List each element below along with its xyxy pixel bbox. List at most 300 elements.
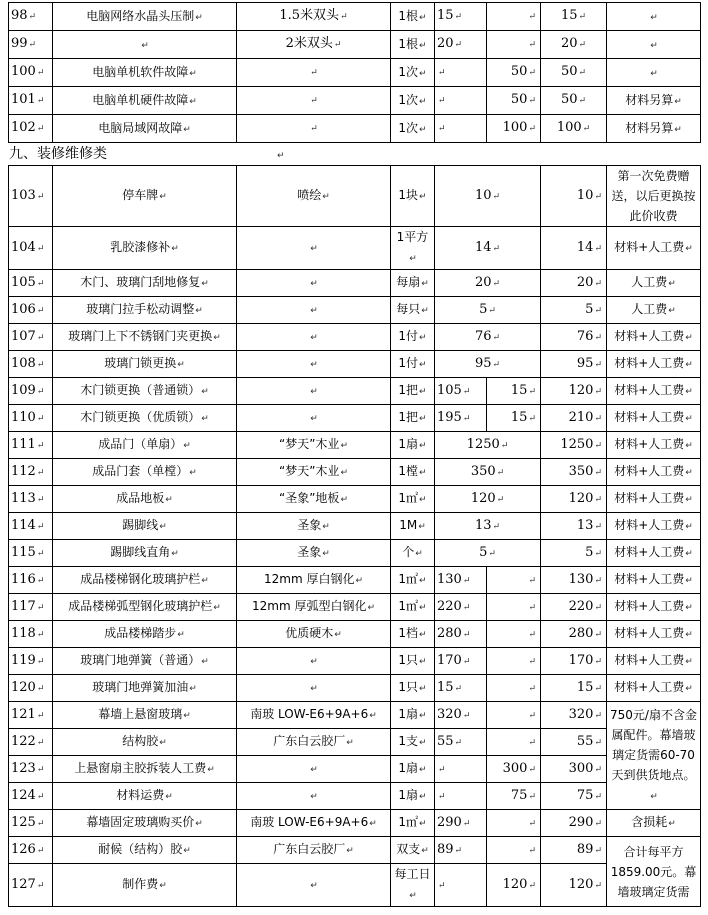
total-price-text: 300 [568, 760, 594, 776]
paragraph-mark-icon: ↵ [183, 711, 191, 721]
item-name [53, 378, 237, 405]
paragraph-mark-icon: ↵ [454, 683, 463, 694]
row-number [9, 432, 53, 459]
paragraph-mark-icon: ↵ [528, 575, 536, 586]
paragraph-mark-icon: ↵ [421, 846, 429, 856]
paragraph-mark-icon: ↵ [419, 819, 427, 829]
material-price [435, 115, 487, 143]
item-note-text: 材料+人工费 [614, 653, 685, 667]
total-price [541, 810, 607, 837]
paragraph-mark-icon: ↵ [419, 630, 427, 640]
item-spec [237, 756, 391, 783]
item-note [607, 540, 701, 567]
paragraph-mark-icon: ↵ [419, 738, 427, 748]
item-spec [237, 378, 391, 405]
paragraph-mark-icon: ↵ [340, 468, 348, 478]
labor-price [487, 87, 541, 115]
item-note [607, 567, 701, 594]
paragraph-mark-icon: ↵ [594, 791, 602, 802]
item-note [607, 227, 701, 270]
item-note [607, 486, 701, 513]
item-name-text: 玻璃门地弹簧加油 [92, 680, 189, 694]
item-note-text: 人工费 [631, 302, 668, 316]
paragraph-mark-icon: ↵ [462, 818, 471, 829]
item-name [53, 166, 237, 227]
row-number-text: 115 [11, 544, 36, 560]
item-unit [391, 405, 435, 432]
total-price [541, 837, 607, 864]
total-price [541, 756, 607, 783]
item-note-text: 材料+人工费 [614, 329, 685, 343]
paragraph-mark-icon: ↵ [36, 191, 45, 202]
material-price [435, 59, 487, 87]
labor-price [487, 115, 541, 143]
total-price-text: 55 [576, 733, 594, 749]
paragraph-mark-icon: ↵ [419, 414, 427, 424]
table-row [9, 432, 701, 459]
paragraph-mark-icon: ↵ [528, 791, 536, 802]
item-name [53, 459, 237, 486]
row-number-text: 103 [11, 187, 36, 203]
item-unit [391, 675, 435, 702]
item-note-text: 材料+人工费 [614, 626, 685, 640]
material-price [435, 864, 487, 907]
item-unit-text: 1㎡ [398, 815, 419, 829]
item-spec [237, 513, 391, 540]
paragraph-mark-icon: ↵ [418, 522, 426, 532]
item-unit-text: 1㎡ [398, 572, 419, 586]
row-number [9, 540, 53, 567]
paragraph-mark-icon: ↵ [334, 630, 342, 640]
item-spec [237, 594, 391, 621]
item-note [607, 324, 701, 351]
paragraph-mark-icon: ↵ [367, 603, 375, 613]
paragraph-mark-icon: ↵ [177, 360, 185, 370]
total-price [541, 432, 607, 459]
row-number-text: 127 [11, 876, 36, 892]
item-unit [391, 702, 435, 729]
unit-price [435, 166, 541, 227]
table-row [9, 567, 701, 594]
paragraph-mark-icon: ↵ [492, 243, 501, 254]
paragraph-mark-icon: ↵ [419, 765, 427, 775]
paragraph-mark-icon: ↵ [488, 305, 496, 316]
item-unit-text: 1次 [398, 120, 419, 135]
item-name [53, 115, 237, 143]
paragraph-mark-icon: ↵ [594, 521, 602, 532]
row-number-text: 107 [11, 328, 36, 344]
unit-price-text: 76 [474, 328, 492, 344]
row-number-text: 112 [11, 463, 36, 479]
item-note [607, 459, 701, 486]
paragraph-mark-icon: ↵ [36, 96, 45, 106]
item-unit-text: 1把 [398, 410, 419, 424]
item-name-text: 成品楼梯钢化玻璃护栏 [80, 572, 201, 586]
total-price-text: 170 [568, 652, 594, 668]
material-price-text: 290 [437, 814, 462, 830]
item-name-text: 停车牌 [122, 188, 159, 202]
item-unit-text: 1扇 [398, 437, 419, 451]
table-row [9, 540, 701, 567]
material-price [435, 810, 487, 837]
paragraph-mark-icon: ↵ [201, 414, 209, 424]
item-spec [237, 729, 391, 756]
section-title: 九、装修维修类 [9, 146, 107, 162]
total-price [541, 270, 607, 297]
item-name-text: 电脑单机硬件故障 [92, 92, 189, 107]
item-spec [237, 783, 391, 810]
item-name [53, 864, 237, 907]
total-price [541, 3, 607, 31]
item-unit [391, 756, 435, 783]
row-number [9, 3, 53, 31]
table-row [9, 87, 701, 115]
item-note [607, 115, 701, 143]
total-price [541, 567, 607, 594]
unit-price-text: 350 [470, 463, 496, 479]
material-price [435, 783, 487, 810]
item-spec [237, 621, 391, 648]
item-unit [391, 351, 435, 378]
row-number [9, 87, 53, 115]
row-number-text: 108 [11, 355, 36, 371]
paragraph-mark-icon: ↵ [419, 40, 427, 51]
item-name-text: 成品门套（单樘） [92, 464, 189, 478]
paragraph-mark-icon: ↵ [310, 306, 318, 316]
item-spec-text: 优质硬木 [285, 626, 334, 640]
item-name-text: 成品楼梯弧型钢化玻璃护栏 [68, 599, 213, 613]
row-number [9, 837, 53, 864]
paragraph-mark-icon: ↵ [650, 40, 658, 51]
labor-price [487, 405, 541, 432]
unit-price-text: 1250 [466, 436, 500, 452]
unit-price [435, 432, 541, 459]
paragraph-mark-icon: ↵ [528, 12, 536, 22]
paragraph-mark-icon: ↵ [36, 683, 45, 694]
total-price-text: 120 [568, 382, 594, 398]
paragraph-mark-icon: ↵ [578, 40, 587, 50]
paragraph-mark-icon: ↵ [171, 549, 179, 559]
item-note [607, 59, 701, 87]
item-spec-text: “梦天”木业 [279, 437, 340, 451]
paragraph-mark-icon: ↵ [310, 96, 318, 106]
paragraph-mark-icon: ↵ [36, 305, 45, 316]
item-spec [237, 59, 391, 87]
unit-price [435, 270, 541, 297]
row-number [9, 351, 53, 378]
row-number [9, 459, 53, 486]
unit-price-text: 95 [474, 355, 492, 371]
total-price-text: 120 [568, 876, 594, 892]
paragraph-mark-icon: ↵ [36, 386, 45, 397]
total-price [541, 59, 607, 87]
paragraph-mark-icon: ↵ [685, 333, 693, 343]
paragraph-mark-icon: ↵ [36, 440, 45, 451]
item-note-text: 材料+人工费 [614, 545, 685, 559]
row-number-text: 121 [11, 706, 36, 722]
paragraph-mark-icon: ↵ [594, 629, 602, 640]
paragraph-mark-icon: ↵ [409, 891, 417, 901]
item-note [607, 621, 701, 648]
row-number-text: 124 [11, 787, 36, 803]
row-number [9, 810, 53, 837]
item-note-text: 材料+人工费 [614, 356, 685, 370]
item-unit-text: 1只 [398, 680, 419, 694]
row-number [9, 31, 53, 59]
total-price [541, 87, 607, 115]
item-note [607, 351, 701, 378]
paragraph-mark-icon: ↵ [582, 124, 591, 134]
paragraph-mark-icon: ↵ [674, 96, 682, 107]
item-unit-text: 每扇 [396, 275, 421, 289]
row-number [9, 115, 53, 143]
item-unit-text: 1扇 [398, 707, 419, 721]
unit-price [435, 540, 541, 567]
total-price [541, 513, 607, 540]
item-name [53, 837, 237, 864]
paragraph-mark-icon: ↵ [594, 710, 602, 721]
unit-price-text: 13 [474, 517, 492, 533]
labor-price [487, 378, 541, 405]
paragraph-mark-icon: ↵ [492, 359, 501, 370]
item-unit-text: 1平方 [396, 230, 429, 244]
table-row [9, 166, 701, 227]
labor-price [487, 729, 541, 756]
table-row [9, 31, 701, 59]
total-price-text: 100 [556, 120, 582, 135]
item-spec [237, 432, 391, 459]
item-name-text: 材料运费 [116, 788, 165, 802]
paragraph-mark-icon: ↵ [528, 124, 536, 134]
total-price-text: 5 [585, 301, 594, 317]
item-spec [237, 837, 391, 864]
paragraph-mark-icon: ↵ [36, 791, 45, 802]
paragraph-mark-icon: ↵ [685, 657, 693, 667]
item-unit [391, 729, 435, 756]
item-unit [391, 621, 435, 648]
item-spec-text: 南玻 LOW-E6+9A+6 [250, 707, 369, 721]
item-note-text: 人工费 [631, 275, 668, 289]
total-price-text: 50 [560, 64, 578, 79]
paragraph-mark-icon: ↵ [36, 332, 45, 343]
row-number-text: 120 [11, 679, 36, 695]
material-price [435, 837, 487, 864]
item-name-text: 电脑局域网故障 [98, 120, 183, 135]
item-name [53, 594, 237, 621]
item-note [607, 87, 701, 115]
item-name [53, 729, 237, 756]
section-heading [8, 143, 708, 165]
item-name-text: 玻璃门拉手松动调整 [86, 302, 195, 316]
row-number [9, 783, 53, 810]
item-spec [237, 227, 391, 270]
paragraph-mark-icon: ↵ [668, 279, 676, 289]
unit-price-text: 14 [474, 239, 492, 255]
row-number [9, 59, 53, 87]
paragraph-mark-icon: ↵ [685, 576, 693, 586]
row-number [9, 594, 53, 621]
table-row [9, 486, 701, 513]
item-name-text: 幕墙上悬窗玻璃 [98, 707, 183, 721]
paragraph-mark-icon: ↵ [189, 96, 197, 107]
paragraph-mark-icon: ↵ [189, 684, 197, 694]
item-name [53, 227, 237, 270]
labor-price [487, 810, 541, 837]
item-unit [391, 864, 435, 907]
table-row [9, 378, 701, 405]
total-price-text: 120 [568, 490, 594, 506]
paragraph-mark-icon: ↵ [36, 575, 45, 586]
paragraph-mark-icon: ↵ [578, 96, 587, 106]
paragraph-mark-icon: ↵ [528, 386, 536, 397]
table-row [9, 270, 701, 297]
paragraph-mark-icon: ↵ [201, 576, 209, 586]
labor-price-text: 50 [510, 92, 528, 107]
paragraph-mark-icon: ↵ [685, 360, 693, 370]
material-price-text: 15 [437, 8, 454, 23]
labor-price [487, 3, 541, 31]
total-price-text: 320 [568, 706, 594, 722]
total-price-text: 75 [576, 787, 594, 803]
paragraph-mark-icon: ↵ [310, 124, 318, 134]
unit-price [435, 459, 541, 486]
item-name-text: 电脑网络水晶头压制 [86, 8, 195, 23]
material-price-text: 320 [437, 706, 462, 722]
paragraph-mark-icon: ↵ [594, 683, 602, 694]
item-name [53, 432, 237, 459]
item-name [53, 270, 237, 297]
item-unit [391, 378, 435, 405]
paragraph-mark-icon: ↵ [496, 467, 505, 478]
total-price-text: 20 [576, 274, 594, 290]
paragraph-mark-icon: ↵ [171, 244, 179, 254]
row-number-text: 104 [11, 239, 36, 255]
item-name-text: 木门锁更换（普通锁） [80, 383, 201, 397]
paragraph-mark-icon: ↵ [438, 68, 446, 78]
total-price-text: 280 [568, 625, 594, 641]
row-number [9, 405, 53, 432]
unit-price [435, 324, 541, 351]
item-note-text: 材料另算 [625, 92, 674, 107]
item-note-merged-text: 第一次免费赠送，以后更换按此价收费 [611, 169, 696, 223]
item-unit [391, 115, 435, 143]
paragraph-mark-icon: ↵ [594, 602, 602, 613]
paragraph-mark-icon: ↵ [213, 603, 221, 613]
material-price [435, 405, 487, 432]
item-unit-text: 1付 [398, 356, 419, 370]
paragraph-mark-icon: ↵ [310, 657, 318, 667]
paragraph-mark-icon: ↵ [500, 440, 509, 451]
table-row [9, 115, 701, 143]
table-row [9, 227, 701, 270]
paragraph-mark-icon: ↵ [36, 764, 45, 775]
unit-price-text: 20 [474, 274, 492, 290]
item-unit [391, 540, 435, 567]
paragraph-mark-icon: ↵ [310, 244, 318, 254]
table-row [9, 837, 701, 864]
paragraph-mark-icon: ↵ [594, 191, 602, 202]
item-unit [391, 810, 435, 837]
paragraph-mark-icon: ↵ [159, 522, 167, 532]
row-number [9, 621, 53, 648]
row-number-text: 111 [11, 436, 36, 452]
row-number [9, 756, 53, 783]
item-note-text: 材料+人工费 [614, 464, 685, 478]
table-row [9, 324, 701, 351]
paragraph-mark-icon: ↵ [685, 244, 693, 254]
unit-price [435, 513, 541, 540]
item-note [607, 675, 701, 702]
paragraph-mark-icon: ↵ [421, 306, 429, 316]
paragraph-mark-icon: ↵ [594, 243, 602, 254]
paragraph-mark-icon: ↵ [419, 96, 427, 107]
material-price [435, 87, 487, 115]
unit-price [435, 297, 541, 324]
total-price [541, 486, 607, 513]
paragraph-mark-icon: ↵ [419, 333, 427, 343]
price-table-top [8, 2, 701, 143]
item-name [53, 783, 237, 810]
paragraph-mark-icon: ↵ [419, 387, 427, 397]
item-note [607, 378, 701, 405]
paragraph-mark-icon: ↵ [528, 764, 536, 775]
paragraph-mark-icon: ↵ [36, 629, 45, 640]
total-price [541, 648, 607, 675]
total-price [541, 621, 607, 648]
material-price-text: 220 [437, 598, 462, 614]
item-spec-text: 2米双头 [285, 36, 333, 51]
paragraph-mark-icon: ↵ [685, 684, 693, 694]
item-unit [391, 783, 435, 810]
paragraph-mark-icon: ↵ [201, 387, 209, 397]
paragraph-mark-icon: ↵ [492, 521, 501, 532]
item-name-text: 电脑单机软件故障 [92, 64, 189, 79]
item-note [607, 594, 701, 621]
item-note-merged-text: 合计每平方1859.00元。幕墙玻璃定货需 [610, 844, 697, 899]
item-note-text: 材料+人工费 [614, 383, 685, 397]
paragraph-mark-icon: ↵ [36, 359, 45, 370]
item-name-text: 耐候（结构）胶 [98, 842, 183, 856]
row-number-text: 109 [11, 382, 36, 398]
item-note [607, 810, 701, 837]
paragraph-mark-icon: ↵ [594, 656, 602, 667]
item-unit [391, 3, 435, 31]
paragraph-mark-icon: ↵ [594, 845, 602, 856]
paragraph-mark-icon: ↵ [594, 880, 602, 891]
material-price [435, 702, 487, 729]
row-number [9, 864, 53, 907]
labor-price [487, 864, 541, 907]
paragraph-mark-icon: ↵ [454, 12, 463, 22]
paragraph-mark-icon: ↵ [668, 306, 676, 316]
item-note-merged [607, 837, 701, 907]
item-name-text: 成品地板 [116, 491, 165, 505]
total-price [541, 351, 607, 378]
paragraph-mark-icon: ↵ [685, 387, 693, 397]
paragraph-mark-icon: ↵ [419, 12, 427, 23]
item-unit-text: 每只 [396, 302, 421, 316]
item-spec [237, 675, 391, 702]
item-name [53, 59, 237, 87]
paragraph-mark-icon: ↵ [409, 254, 417, 264]
paragraph-mark-icon: ↵ [36, 521, 45, 532]
item-note-merged [607, 702, 701, 810]
paragraph-mark-icon: ↵ [685, 630, 693, 640]
item-unit [391, 567, 435, 594]
item-note [607, 31, 701, 59]
paragraph-mark-icon: ↵ [340, 495, 348, 505]
labor-price-text: 300 [502, 760, 528, 776]
